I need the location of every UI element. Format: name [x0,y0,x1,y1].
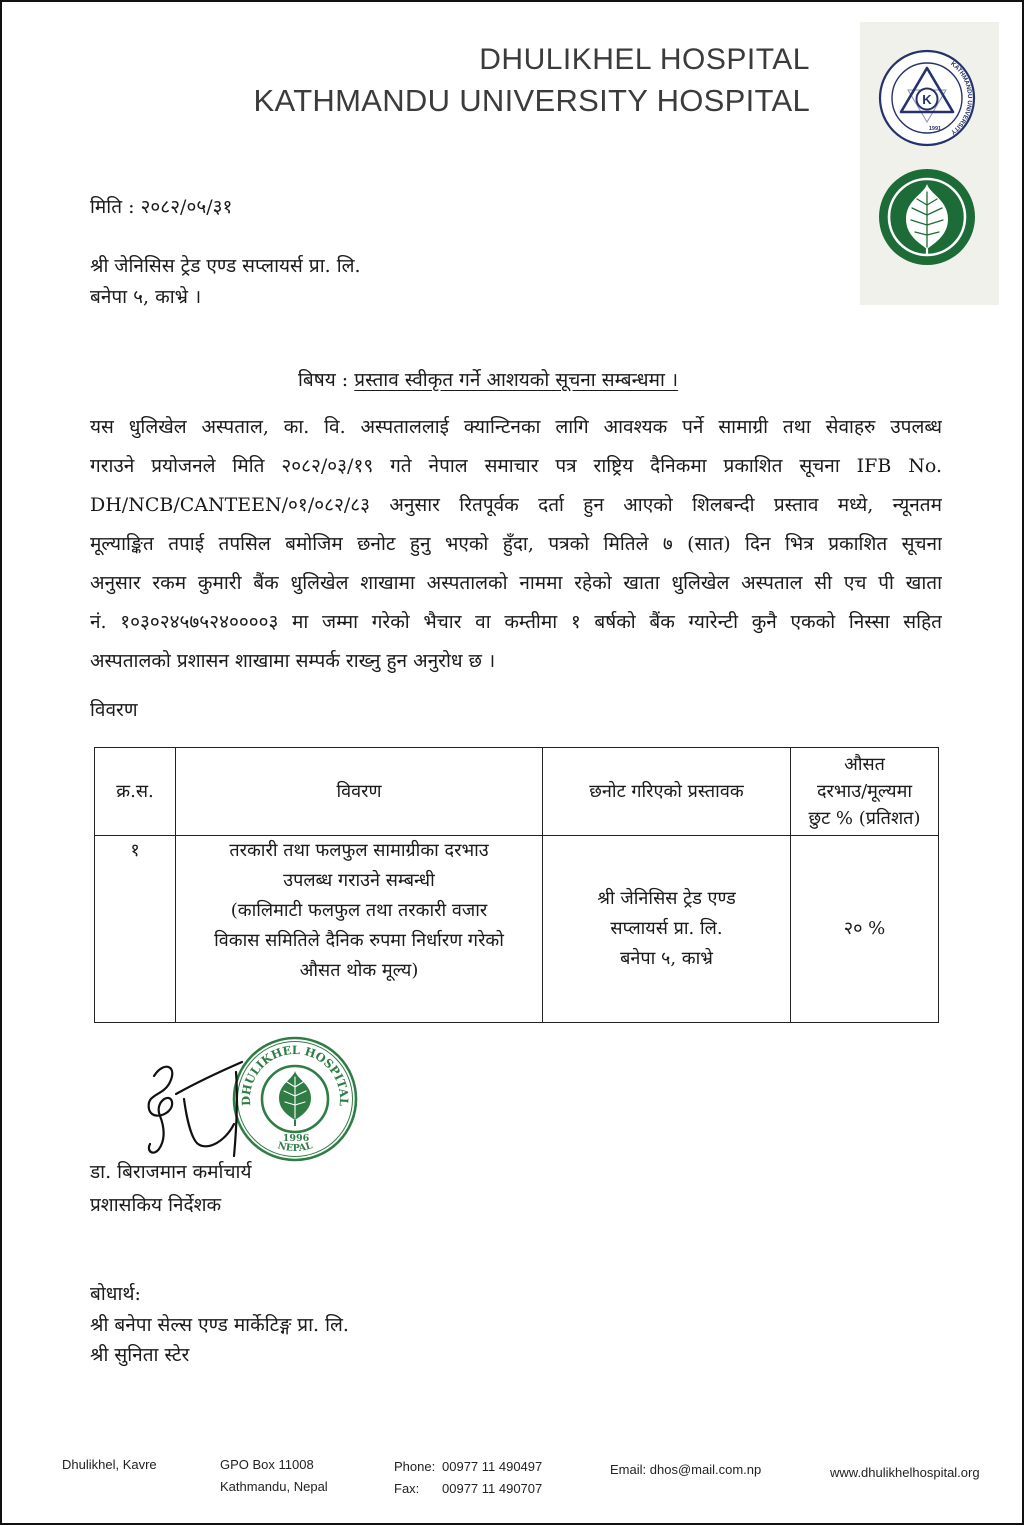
body-line: अनुसार रकम कुमारी बैंक धुलिखेल शाखामा अस्पतालको नाममा रहेको खाता धुलिखेल अस्पताल सी एच पी खाता [90,572,942,594]
footer-po-box: GPO Box 11008 [220,1457,314,1472]
stamp-bottom-text: NEPAL [276,1140,314,1155]
stamp-year: 1996 [282,1133,310,1144]
details-heading: विवरण [90,699,138,721]
phone-number: 00977 11 490497 [442,1459,543,1474]
stamp-top-text: DHULIKHEL HOSPITAL [238,1042,352,1107]
cc-label: बोधार्थ: [90,1283,141,1305]
footer-phone [394,1456,542,1478]
table-header-row [95,748,939,836]
signatory-title: प्रशासकिय निर्देशक [90,1194,222,1216]
cell-sn: १ [95,836,176,1023]
letter-date [90,193,232,221]
recipient-address: बनेपा ५, काभ्रे । [90,286,202,308]
footer-city: Kathmandu, Nepal [220,1479,328,1494]
seal-ring-text: KATHMANDU UNIVERSITY [949,60,974,136]
phone-label: Phone: [394,1459,436,1474]
footer-address: Dhulikhel, Kavre [62,1457,157,1472]
subject-text: प्रस्ताव स्वीकृत गर्ने आशयको सूचना सम्बन्धमा । [354,369,679,391]
column-header-proposer: छनोट गरिएको प्रस्तावक [543,748,791,836]
date-label: मिति : [90,196,135,218]
hospital-name: DHULIKHEL HOSPITAL [479,43,810,76]
body-line: अस्पतालको प्रशासन शाखामा सम्पर्क राख्नु हुन अनुरोध छ । [90,650,496,672]
column-header-description: विवरण [176,748,543,836]
cell-proposer: श्री जेनिसिस ट्रेड एण्ड सप्लायर्स प्रा. लि. बनेपा ५, काभ्रे [543,836,791,1023]
recipient-name: श्री जेनिसिस ट्रेड एण्ड सप्लायर्स प्रा. लि. [90,255,361,277]
body-line: नं. १०३०२४५७५२४००००३ मा जम्मा गरेको भैचार वा कम्तीमा १ बर्षको बैंक ग्यारेन्टी कुनै एकको निस्सा सहित [90,611,942,633]
bodhi-leaf-icon [877,167,977,267]
cell-discount: २० % [791,836,939,1023]
date-value: २०८२/०५/३१ [140,196,233,218]
signature-scribble [124,1054,274,1164]
body-line: मूल्याङ्कित तपाई तपसिल बमोजिम छनोट हुनु भएको हुँदा, पत्रको मितिले ७ (सात) दिन भित्र प्रकाशित सूचना [90,533,942,555]
column-header-discount: औसत दरभाउ/मूल्यमा छुट % (प्रतिशत) [791,748,939,836]
cc-item: श्री बनेपा सेल्स एण्ड मार्केटिङ्ग प्रा. लि. [90,1314,349,1336]
email-address: dhos@mail.com.np [649,1462,762,1477]
body-paragraph [90,408,942,681]
email-label: Email: [610,1462,647,1477]
signatory-name: डा. बिराजमान कर्माचार्य [90,1161,252,1183]
table-row [95,836,939,1023]
university-seal-icon [877,48,977,148]
body-line: गराउने प्रयोजनले मिति २०८२/०३/१९ गते नेपाल समाचार पत्र राष्ट्रिय दैनिकमा प्रकाशित सूचना IFB No. [90,455,942,477]
seal-year: 1991 [928,126,942,132]
cell-description: तरकारी तथा फलफुल सामाग्रीका दरभाउ उपलब्ध गराउने सम्बन्धी (कालिमाटी फलफुल तथा तरकारी वजार विकास समितिले दैनिक रुपमा निर्धारण गरेको औसत थोक मूल्य) [176,836,543,1023]
cc-item: श्री सुनिता स्टेर [90,1344,190,1366]
body-line: DH/NCB/CANTEEN/०१/०८२/८३ अनुसार रितपूर्वक दर्ता हुन आएको शिलबन्दी प्रस्ताव मध्ये, न्यूनतम [90,494,942,516]
footer-fax [394,1478,542,1500]
logo-panel [860,22,999,305]
subject-label: बिषय : [298,369,349,391]
letterhead [254,40,810,122]
seal-monogram: K [922,92,932,107]
footer-email [610,1459,761,1481]
university-hospital-name: KATHMANDU UNIVERSITY HOSPITAL [253,83,810,118]
subject-line [298,366,678,394]
footer-website: www.dhulikhelhospital.org [830,1465,980,1480]
fax-number: 00977 11 490707 [442,1481,543,1496]
column-header-sn: क्र.स. [95,748,176,836]
details-table [94,747,939,1023]
fax-label: Fax: [394,1481,420,1496]
body-line: यस धुलिखेल अस्पताल, का. वि. अस्पताललाई क्यान्टिनका लागि आवश्यक पर्ने सामाग्री तथा सेवाहरु उपलब्ध [90,416,942,438]
